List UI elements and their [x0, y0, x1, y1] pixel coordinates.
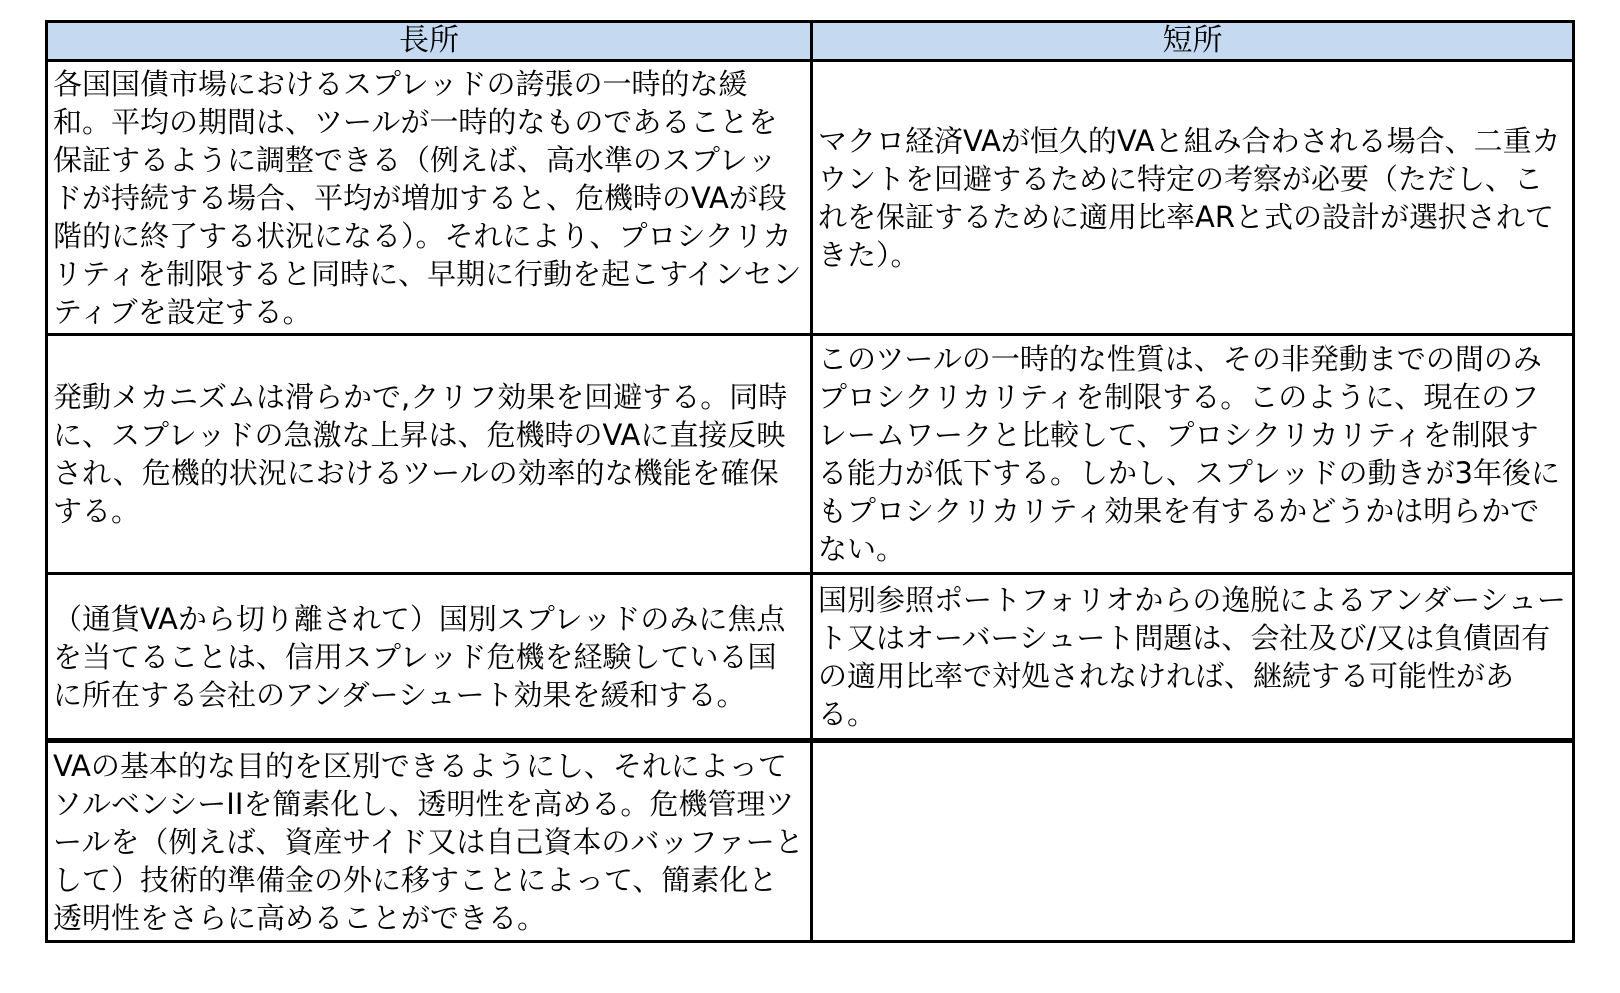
pros-cons-table	[45, 20, 1575, 943]
cons-cell: このツールの一時的な性質は、その非発動までの間のみプロシクリカリティを制限する。このように、現在のフレームワークと比較して、プロシクリカリティを制限する能力が低下する。しかし、スプレッドの動きが3年後にもプロシクリカリティ効果を有するかどうかは明らかでない。	[812, 335, 1574, 574]
cons-cell: 国別参照ポートフォリオからの逸脱によるアンダーシュート又はオーバーシュート問題は、会社及び/又は負債固有の適用比率で対処されなければ、継続する可能性がある。	[812, 574, 1574, 741]
cons-cell	[812, 741, 1574, 942]
pros-cell: 発動メカニズムは滑らかで,クリフ効果を回避する。同時に、スプレッドの急激な上昇は、危機時のVAに直接反映され、危機的状況におけるツールの効率的な機能を確保する。	[47, 335, 812, 574]
pros-cell: VAの基本的な目的を区別できるようにし、それによってソルベンシーIIを簡素化し、透明性を高める。危機管理ツールを（例えば、資産サイド又は自己資本のバッファーとして）技術的準備金の外に移すことによって、簡素化と透明性をさらに高めることができる。	[47, 741, 812, 942]
table-row	[47, 335, 1574, 574]
pros-cell: （通貨VAから切り離されて）国別スプレッドのみに焦点を当てることは、信用スプレッド危機を経験している国に所在する会社のアンダーシュート効果を緩和する。	[47, 574, 812, 741]
pros-cell: 各国国債市場におけるスプレッドの誇張の一時的な緩和。平均の期間は、ツールが一時的なものであることを保証するように調整できる（例えば、高水準のスプレッドが持続する場合、平均が増加すると、危機時のVAが段階的に終了する状況になる）。それにより、プロシクリカリティを制限すると同時に、早期に行動を起こすインセンティブを設定する。	[47, 61, 812, 335]
table-row	[47, 741, 1574, 942]
header-row	[47, 22, 1574, 61]
table-row	[47, 61, 1574, 335]
header-pros: 長所	[47, 22, 812, 61]
cons-cell: マクロ経済VAが恒久的VAと組み合わされる場合、二重カウントを回避するために特定の考察が必要（ただし、これを保証するために適用比率ARと式の設計が選択されてきた）。	[812, 61, 1574, 335]
header-cons: 短所	[812, 22, 1574, 61]
table-row	[47, 574, 1574, 741]
